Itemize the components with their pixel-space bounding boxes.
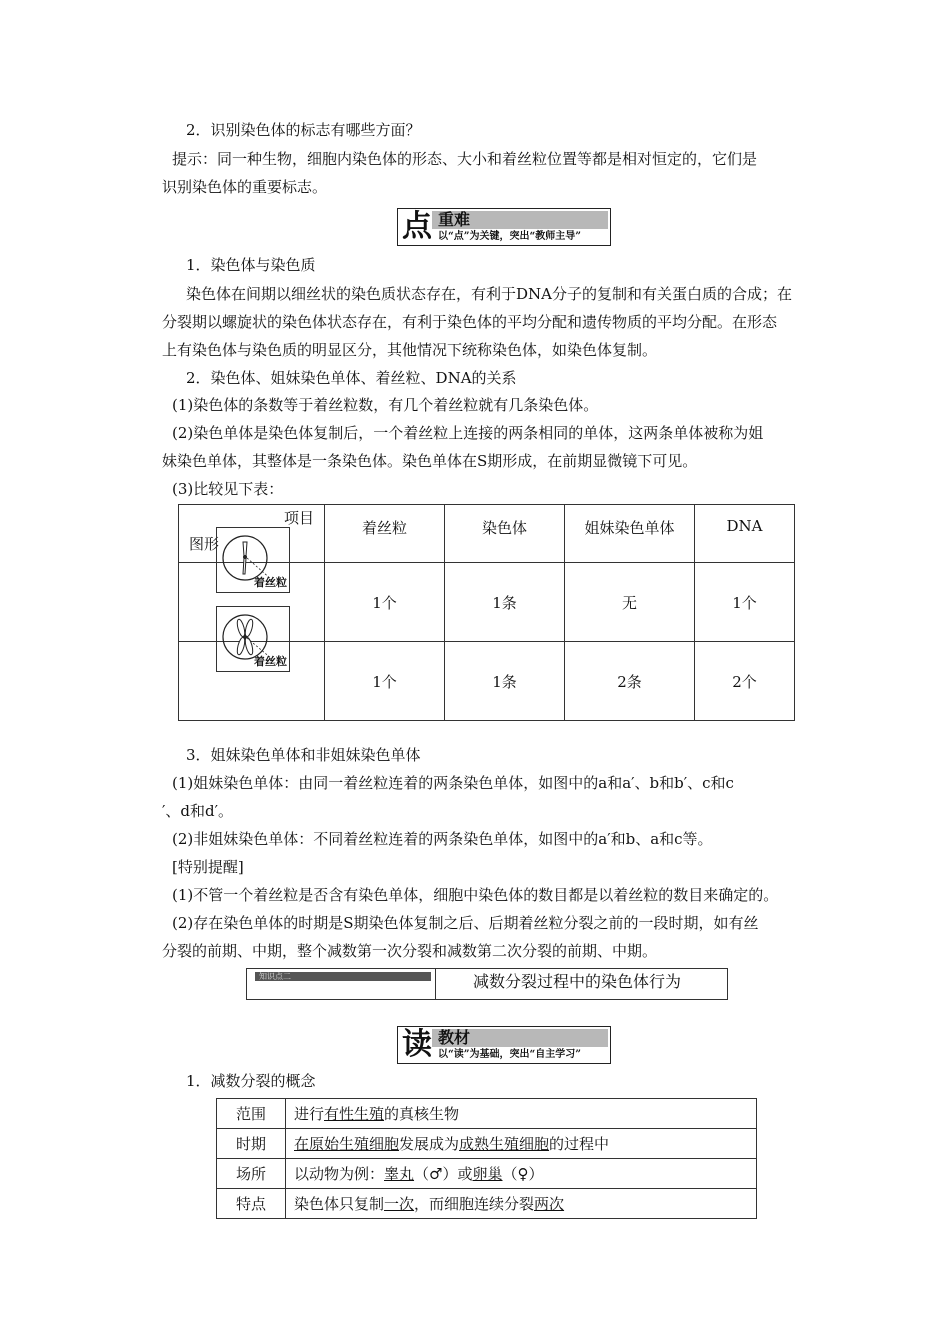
table-cell: 2条	[565, 642, 695, 721]
table-row	[217, 1159, 757, 1189]
special-note-2-line-2: 分裂的前期、中期，整个减数第一次分裂和减数第二次分裂的前期、中期。	[162, 942, 658, 960]
row-label: 范围	[217, 1099, 286, 1129]
col-header: 着丝粒	[325, 505, 445, 563]
knowledge-title: 减数分裂过程中的染色体行为	[473, 972, 682, 991]
row-label: 时期	[217, 1129, 286, 1159]
badge-subtitle: 以“读”为基础，突出“自主学习”	[438, 1049, 582, 1060]
special-note-1: (1)不管一个着丝粒是否含有染色单体，细胞中染色体的数目都是以着丝粒的数目来确定的。	[172, 886, 779, 904]
row-value: 进行有性生殖的真核生物	[286, 1099, 757, 1129]
table-row	[179, 642, 795, 721]
section-1-line-1: 染色体在间期以细丝状的染色质状态存在，有利于DNA分子的复制和有关蛋白质的合成；在	[186, 285, 792, 303]
badge-char: 读	[402, 1027, 432, 1062]
table-cell: 1个	[695, 563, 795, 642]
question-2: 2．识别染色体的标志有哪些方面？	[186, 121, 421, 139]
knowledge-tag: 知识点二	[255, 972, 431, 981]
section-1-heading: 1．染色体与染色质	[186, 256, 316, 274]
table-row	[217, 1189, 757, 1219]
key-points-badge	[397, 208, 611, 246]
figure-cell	[179, 642, 325, 721]
section-2-heading: 2．染色体、姐妹染色单体、着丝粒、DNA的关系	[186, 369, 517, 387]
concept-heading: 1．减数分裂的概念	[186, 1072, 316, 1090]
table-cell: 无	[565, 563, 695, 642]
section-2-p3: (3)比较见下表：	[172, 480, 284, 498]
row-label: 特点	[217, 1189, 286, 1219]
badge-title: 重难	[438, 210, 471, 229]
header-corner-top: 项目	[283, 509, 314, 527]
figure-label: 着丝粒	[254, 655, 287, 668]
col-header: DNA	[695, 505, 795, 563]
table-cell: 1条	[445, 563, 565, 642]
section-3-p2: (2)非姐妹染色单体：不同着丝粒连着的两条染色单体，如图中的a′和b、a和c等。	[172, 830, 713, 848]
section-1-line-3: 上有染色体与染色质的明显区分，其他情况下统称染色体，如染色体复制。	[162, 341, 658, 359]
figure-label: 着丝粒	[254, 576, 287, 589]
table-cell: 2个	[695, 642, 795, 721]
section-2-p2-line-2: 妹染色单体，其整体是一条染色体。染色单体在S期形成，在前期显微镜下可见。	[162, 452, 698, 470]
section-3-p1-line-2: ′、d和d′。	[162, 802, 234, 820]
hint-line-1: 提示：同一种生物，细胞内染色体的形态、大小和着丝粒位置等都是相对恒定的，它们是	[172, 150, 758, 168]
table-cell: 1个	[325, 563, 445, 642]
chromosome-figure-single	[216, 527, 290, 593]
section-3-p1-line-1: (1)姐妹染色单体：由同一着丝粒连着的两条染色单体，如图中的a和a′、b和b′、c和c	[172, 774, 734, 792]
knowledge-tag-cell	[247, 969, 436, 999]
special-note-2-line-1: (2)存在染色单体的时期是S期染色体复制之后、后期着丝粒分裂之前的一段时期，如有丝	[172, 914, 759, 932]
section-2-p1: (1)染色体的条数等于着丝粒数，有几个着丝粒就有几条染色体。	[172, 396, 599, 414]
table-cell: 1个	[325, 642, 445, 721]
chromosome-figure-double	[216, 606, 290, 672]
section-2-p2-line-1: (2)染色单体是染色体复制后，一个着丝粒上连接的两条相同的单体，这两条单体被称为姐	[172, 424, 764, 442]
special-note-title: [特别提醒]	[172, 858, 244, 876]
badge-subtitle: 以“点”为关键，突出“教师主导”	[438, 231, 582, 242]
section-3-heading: 3．姐妹染色单体和非姐妹染色单体	[186, 746, 421, 764]
row-value: 在原始生殖细胞发展成为成熟生殖细胞的过程中	[286, 1129, 757, 1159]
header-corner-bottom: 图形	[189, 535, 220, 553]
section-1-line-2: 分裂期以螺旋状的染色体状态存在，有利于染色体的平均分配和遗传物质的平均分配。在形态	[162, 313, 778, 331]
table-cell: 1条	[445, 642, 565, 721]
table-row	[217, 1099, 757, 1129]
col-header: 染色体	[445, 505, 565, 563]
row-label: 场所	[217, 1159, 286, 1189]
read-textbook-badge	[397, 1026, 611, 1064]
badge-title: 教材	[438, 1028, 471, 1047]
table-row	[217, 1129, 757, 1159]
row-value: 以动物为例：睾丸（♂）或卵巢（♀）	[286, 1159, 757, 1189]
badge-char: 点	[402, 209, 432, 244]
hint-line-2: 识别染色体的重要标志。	[162, 178, 328, 196]
col-header: 姐妹染色单体	[565, 505, 695, 563]
row-value: 染色体只复制一次，而细胞连续分裂两次	[286, 1189, 757, 1219]
concept-table	[216, 1098, 757, 1219]
knowledge-point-header	[246, 968, 728, 1000]
comparison-table	[178, 504, 795, 721]
